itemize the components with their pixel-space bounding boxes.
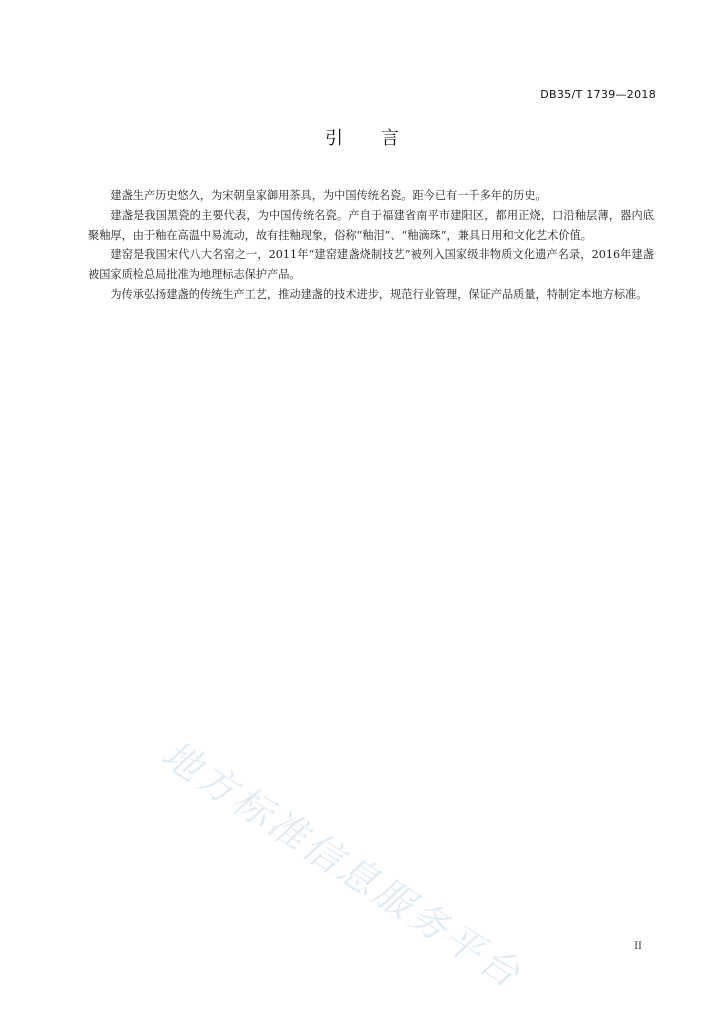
standard-code: DB35/T 1739—2018	[540, 88, 656, 101]
introduction-body	[88, 186, 654, 305]
paragraph: 建盏是我国黑瓷的主要代表，为中国传统名瓷。产自于福建省南平市建阳区，都用正烧，口沿釉层薄，器内底聚釉厚，由于釉在高温中易流动，故有挂釉现象，俗称“釉泪”、“釉滴珠”，兼具日用和文化艺术价值。	[88, 208, 654, 242]
page-number: II	[634, 941, 642, 952]
section-title: 引言	[325, 128, 437, 149]
paragraph: 建窑是我国宋代八大名窑之一，2011年“建窑建盏烧制技艺”被列入国家级非物质文化遗产名录，2016年建盏被国家质检总局批准为地理标志保护产品。	[88, 248, 654, 282]
watermark: 地方标准信息服务平台	[154, 731, 531, 998]
paragraph: 建盏生产历史悠久，为宋朝皇家御用茶具，为中国传统名瓷。距今已有一千多年的历史。	[110, 189, 547, 202]
paragraph: 为传承弘扬建盏的传统生产工艺，推动建盏的技术进步，规范行业管理，保证产品质量，特制定本地方标准。	[110, 287, 648, 301]
